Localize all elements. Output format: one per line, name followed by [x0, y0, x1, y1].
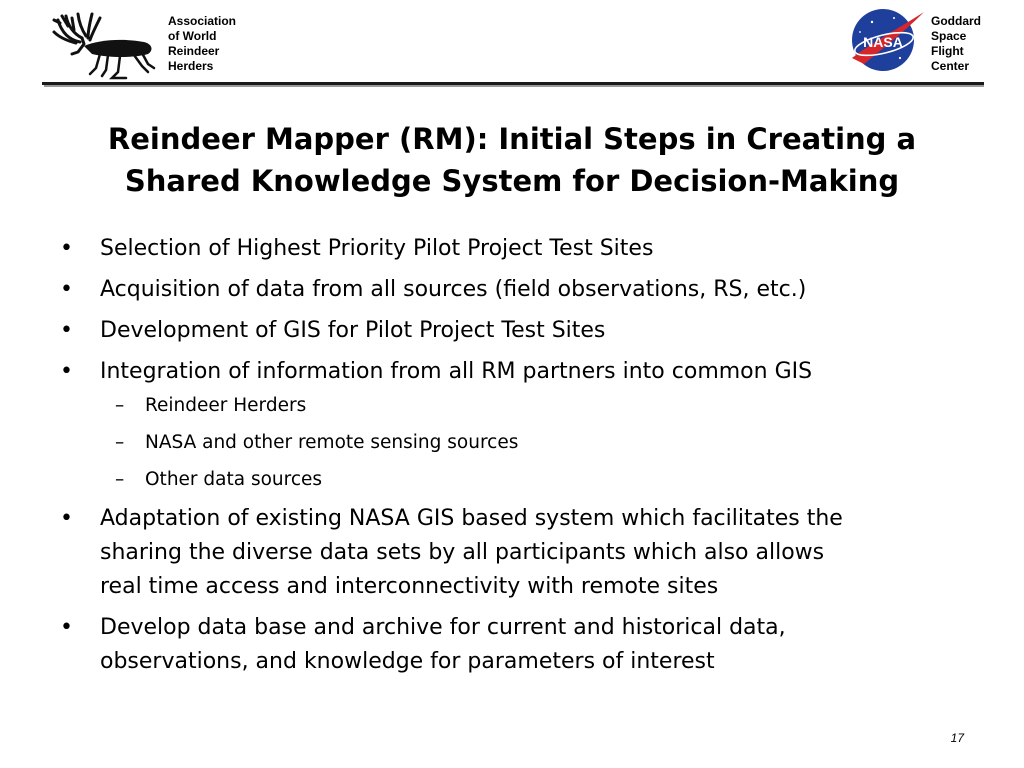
page-number: 17: [950, 731, 964, 745]
association-name: Association of World Reindeer Herders: [168, 14, 237, 73]
bullet-item: • Integration of information from all RM partners into common GIS – Reindeer Herders – NASA and other remote sensing sources – Other data sources: [60, 355, 960, 495]
slide-header: [0, 0, 1024, 92]
sub-bullet-list: [100, 391, 960, 495]
sub-bullet-item: – Reindeer Herders: [100, 391, 960, 421]
reindeer-icon: [48, 8, 158, 80]
bullet-list: [60, 232, 960, 686]
sub-bullet-item: – Other data sources: [100, 465, 960, 495]
goddard-center-name: Goddard Space Flight Center: [931, 14, 981, 73]
bullet-item: • Selection of Highest Priority Pilot Project Test Sites: [60, 232, 960, 266]
bullet-item: • Acquisition of data from all sources (field observations, RS, etc.): [60, 273, 960, 307]
header-divider-shadow: [44, 85, 984, 87]
sub-bullet-item: – NASA and other remote sensing sources: [100, 428, 960, 458]
nasa-logo-text: NASA: [863, 34, 903, 50]
bullet-item: • Development of GIS for Pilot Project Test Sites: [60, 314, 960, 348]
slide-title: Reindeer Mapper (RM): Initial Steps in Creating a Shared Knowledge System for Decision-Making: [107, 122, 917, 198]
bullet-item: • Adaptation of existing NASA GIS based system which facilitates the sharing the diverse data sets by all participants which also allows real time access and interconnectivity with remote sites: [60, 502, 960, 604]
nasa-logo-icon: [850, 8, 924, 72]
bullet-item: • Develop data base and archive for current and historical data, observations, and knowledge for parameters of interest: [60, 611, 960, 679]
